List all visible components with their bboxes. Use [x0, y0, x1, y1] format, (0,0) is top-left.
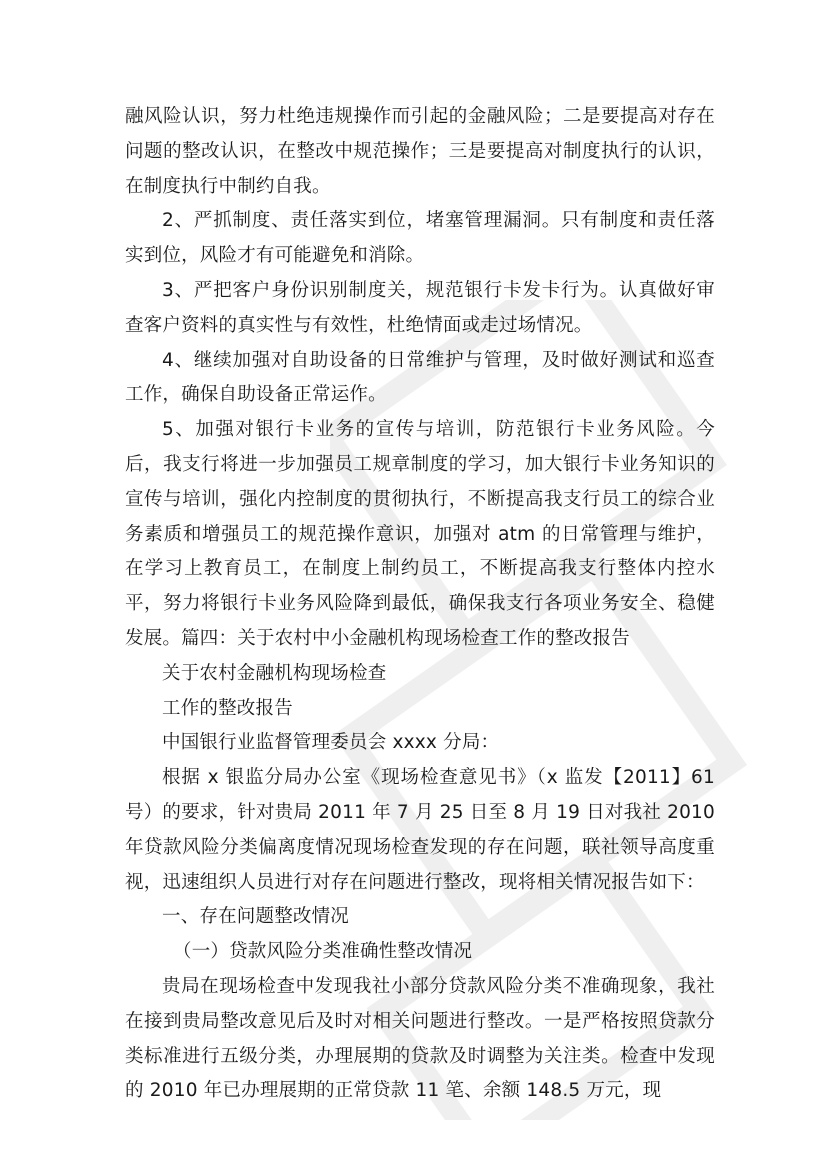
section-heading-1: 一、存在问题整改情况: [162, 906, 350, 928]
subsection-heading-1: （一）贷款风险分类准确性整改情况: [173, 941, 473, 963]
paragraph-item-2: 2、严抓制度、责任落实到位，堵塞管理漏洞。只有制度和责任落实到位，风险才有可能避免和消除。: [125, 210, 715, 267]
paragraph-item-5: 5、加强对银行卡业务的宣传与培训，防范银行卡业务风险。今后，我支行将进一步加强员工规章制度的学习，加大银行卡业务知识的宣传与培训，强化内控制度的贯彻执行，不断提高我支行员工的综合业务素质和增强员工的规范操作意识，加强对 atm 的日常管理与维护，在学习上教育员工，在制度上制约员工，不断提高我支行整体内控水平，努力将银行卡业务风险降到最低，确保我支行各项业务安全、稳健发展。篇四：关于农村中小金融机构现场检查工作的整改报告: [125, 419, 715, 649]
report-title-line-1: 关于农村金融机构现场检查: [162, 662, 387, 684]
paragraph-risk-awareness: 融风险认识，努力杜绝违规操作而引起的金融风险；二是要提高对存在问题的整改认识，在整改中规范操作；三是要提高对制度执行的认识，在制度执行中制约自我。: [125, 106, 715, 197]
document-body: [125, 100, 715, 1109]
paragraph-introduction: 根据 x 银监分局办公室《现场检查意见书》（x 监发【2011】61 号）的要求，针对贵局 2011 年 7 月 25 日至 8 月 19 日对我社 2010 年贷款风险分类偏离度情况现场检查发现的存在问题，联社领导高度重视，迅速组织人员进行对存在问题进行整改，现将相关情况报告如下：: [125, 767, 715, 893]
report-recipient: 中国银行业监督管理委员会 xxxx 分局：: [162, 732, 500, 754]
report-title-line-2: 工作的整改报告: [162, 697, 293, 719]
paragraph-classification: 贵局在现场检查中发现我社小部分贷款风险分类不准确现象，我社在接到贵局整改意见后及时对相关问题进行整改。一是严格按照贷款分类标准进行五级分类，办理展期的贷款及时调整为关注类。检查中发现的 2010 年已办理展期的正常贷款 11 笔、余额 148.5 万元，现: [125, 975, 715, 1102]
paragraph-item-3: 3、严把客户身份识别制度关，规范银行卡发卡行为。认真做好审查客户资料的真实性与有效性，杜绝情面或走过场情况。: [125, 279, 715, 336]
paragraph-item-4: 4、继续加强对自助设备的日常维护与管理，及时做好测试和巡查工作，确保自助设备正常运作。: [125, 349, 715, 406]
